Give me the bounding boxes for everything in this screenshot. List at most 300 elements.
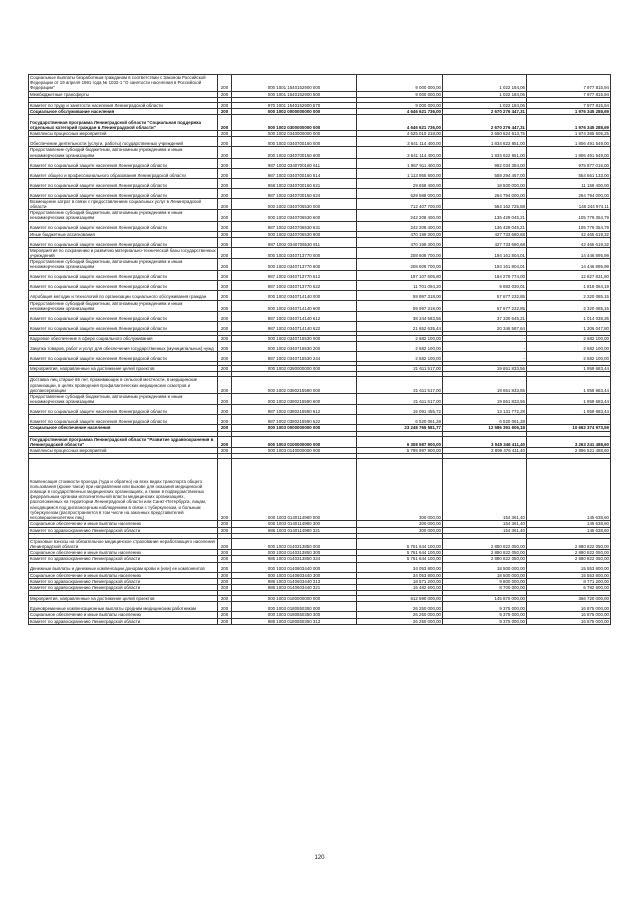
row-unexecuted: 2 320 085,15 xyxy=(527,300,611,311)
budget-execution-table xyxy=(28,74,611,625)
row-line-code: 200 xyxy=(218,158,232,168)
row-budget-code: 000 1003 0140114980 300 xyxy=(232,521,357,527)
row-line-code: 200 xyxy=(218,602,232,612)
table-row xyxy=(29,75,611,92)
row-executed: 2 670 276 447,31 xyxy=(443,109,527,115)
row-name: Предоставление субсидий бюджетным, автономным учреждениям и иным некоммерческим организациям xyxy=(29,210,218,221)
row-approved: 59 997 318,00 xyxy=(357,290,443,300)
row-budget-code: 987 1002 0340714140 612 xyxy=(232,312,357,322)
row-approved: 3 641 114 400,00 xyxy=(357,137,443,147)
table-row xyxy=(29,578,611,584)
row-approved: 4 625 010 218,00 xyxy=(357,131,443,137)
row-unexecuted: 8 771 200,00 xyxy=(527,578,611,584)
row-executed: 9 800 000,00 xyxy=(443,578,527,584)
table-row xyxy=(29,572,611,578)
row-name: Социальное обеспечение и иные выплаты населению xyxy=(29,612,218,618)
row-unexecuted: 264 794 000,00 xyxy=(527,188,611,198)
row-executed: 2 670 276 447,31 xyxy=(443,115,527,131)
row-name: Иные бюджетные ассигнования xyxy=(29,231,218,237)
row-line-code: 200 xyxy=(218,612,232,618)
row-budget-code: 000 1002 0340715530 200 xyxy=(232,342,357,352)
row-unexecuted: 1 306 047,80 xyxy=(527,322,611,332)
row-unexecuted: 2 320 085,15 xyxy=(527,290,611,300)
row-budget-code: 000 1003 0180550350 000 xyxy=(232,602,357,612)
row-unexecuted: 1 014 038,35 xyxy=(527,312,611,322)
row-name: Комитет по социальной защите населения Ленинградской области xyxy=(29,178,218,188)
row-budget-code: 986 1003 0140603440 313 xyxy=(232,578,357,584)
table-row xyxy=(29,342,611,352)
row-approved: 512 590 000,00 xyxy=(357,596,443,602)
row-budget-code: 986 1003 0180550350 313 xyxy=(232,618,357,624)
row-unexecuted: 1 959 683,44 xyxy=(527,405,611,415)
row-budget-code: 000 1002 0380215590 600 xyxy=(232,394,357,405)
table-row xyxy=(29,377,611,394)
row-approved: 6 308 587 900,00 xyxy=(357,436,443,447)
row-line-code: 200 xyxy=(218,527,232,533)
row-executed: 427 733 680,68 xyxy=(443,231,527,237)
row-executed: 136 429 045,21 xyxy=(443,221,527,231)
table-row xyxy=(29,198,611,209)
row-line-code: 200 xyxy=(218,178,232,188)
row-executed: 564 162 725,88 xyxy=(443,198,527,209)
row-name: Комитет по социальной защите населения Ленинградской области xyxy=(29,188,218,198)
row-unexecuted: 1 976 345 288,69 xyxy=(527,109,611,115)
row-line-code: 200 xyxy=(218,562,232,572)
row-name: Комплексы процессных мероприятий xyxy=(29,448,218,454)
row-name: Комитет по социальной защите населения Ленинградской области xyxy=(29,237,218,247)
row-budget-code: 968 1002 0340700160 621 xyxy=(232,178,357,188)
row-executed: 37 330 645,21 xyxy=(443,312,527,322)
row-executed: 184 279 774,00 xyxy=(443,270,527,280)
row-approved: 1 113 955 600,00 xyxy=(357,168,443,178)
row-executed: 154 361,40 xyxy=(443,527,527,533)
row-line-code: 200 xyxy=(218,352,232,362)
row-budget-code: 970 1001 1540152900 570 xyxy=(232,102,357,108)
table-row xyxy=(29,352,611,362)
row-name: Комитет по социальной защите населения Ленинградской области xyxy=(29,352,218,362)
table-row xyxy=(29,562,611,572)
row-budget-code: 987 1002 0380215590 612 xyxy=(232,405,357,415)
table-row xyxy=(29,618,611,624)
table-row xyxy=(29,247,611,258)
table-row xyxy=(29,602,611,612)
row-line-code: 200 xyxy=(218,596,232,602)
row-name: Комитет по социальной защите населения Ленинградской области xyxy=(29,221,218,231)
row-name: Комитет по здравоохранению Ленинградской области xyxy=(29,584,218,590)
row-line-code: 200 xyxy=(218,237,232,247)
row-line-code: 200 xyxy=(218,300,232,311)
row-executed: - xyxy=(443,342,527,352)
row-approved: 3 641 114 400,00 xyxy=(357,147,443,158)
row-unexecuted: 6 782 600,00 xyxy=(527,584,611,590)
row-budget-code: 000 1003 0000000000 000 xyxy=(232,425,357,431)
table-row xyxy=(29,550,611,556)
table-row xyxy=(29,584,611,590)
row-line-code: 200 xyxy=(218,280,232,290)
row-line-code: 200 xyxy=(218,270,232,280)
row-line-code: 200 xyxy=(218,147,232,158)
table-row xyxy=(29,221,611,231)
row-name: Социальные выплаты безработным гражданам в соответствии с Законом Российской Федерации от 19 апреля 1991 года № 1032-1 "О занятости населения в Российской Федерации" xyxy=(29,75,218,92)
row-name: Социальное обеспечение и иные выплаты населению xyxy=(29,550,218,556)
row-approved: 34 053 800,00 xyxy=(357,572,443,578)
row-budget-code: 000 1002 0000000000 000 xyxy=(232,109,357,115)
row-unexecuted: 1 806 491 549,00 xyxy=(527,147,611,158)
row-executed: 145 870 000,00 xyxy=(443,596,527,602)
table-row xyxy=(29,415,611,425)
row-line-code: 200 xyxy=(218,247,232,258)
row-executed: 2 880 822 050,00 xyxy=(443,556,527,562)
row-line-code: 200 xyxy=(218,578,232,584)
row-line-code: 200 xyxy=(218,115,232,131)
row-executed: 18 500 000,00 xyxy=(443,572,527,578)
table-row xyxy=(29,290,611,300)
row-executed: 194 161 804,01 xyxy=(443,259,527,270)
row-approved: 18 571 200,00 xyxy=(357,578,443,584)
row-executed: 3 045 346 411,40 xyxy=(443,436,527,447)
row-approved: 5 761 644 100,00 xyxy=(357,538,443,549)
row-approved: 59 997 318,00 xyxy=(357,300,443,311)
row-budget-code: 000 1002 0340706530 800 xyxy=(232,231,357,237)
table-row xyxy=(29,527,611,533)
row-name: Социальное обеспечение населения xyxy=(29,425,218,431)
row-budget-code: 000 1002 0340713770 000 xyxy=(232,247,357,258)
row-approved: 242 208 400,00 xyxy=(357,221,443,231)
row-line-code: 200 xyxy=(218,91,232,97)
row-budget-code: 000 1003 0140313850 300 xyxy=(232,550,357,556)
row-budget-code: 000 1002 0300000000 000 xyxy=(232,115,357,131)
row-line-code: 200 xyxy=(218,312,232,322)
row-executed: 1 022 184,06 xyxy=(443,102,527,108)
row-approved: 9 000 000,00 xyxy=(357,91,443,97)
row-unexecuted: 1 976 345 288,69 xyxy=(527,115,611,131)
row-executed: 2 880 822 050,00 xyxy=(443,550,527,556)
row-name: Комитет по здравоохранению Ленинградской области xyxy=(29,618,218,624)
row-approved: 208 608 700,00 xyxy=(357,259,443,270)
row-executed: 2 650 624 613,75 xyxy=(443,131,527,137)
row-approved: 300 000,00 xyxy=(357,459,443,521)
row-unexecuted: 14 446 895,99 xyxy=(527,259,611,270)
row-name: Возмещение затрат в связи с предоставлением социальных услуг в Ленинградской области xyxy=(29,198,218,209)
row-executed: 57 677 232,85 xyxy=(443,290,527,300)
table-row xyxy=(29,188,611,198)
row-unexecuted: 7 977 815,94 xyxy=(527,75,611,92)
table-row xyxy=(29,322,611,332)
row-name: Компенсация стоимости проезда (туда и обратно) на всех видах транспорта общего пользования (кроме такси) при направлении или вызове для оказания медицинской помощи в государственных медицинских организациях, а также в подведомственных федеральным органам исполнительной власти медицинских организациях, расположенных на территории Ленинградской области или Санкт-Петербурга, лицам, находящимся под диспансерным наблюдением в связи с туберкулезом, и больным туберкулезом (распространяется в том числе на законных представителей несовершеннолетних лиц) xyxy=(29,459,218,521)
row-line-code: 200 xyxy=(218,168,232,178)
row-budget-code: 987 1002 0340700160 611 xyxy=(232,158,357,168)
row-approved: 300 000,00 xyxy=(357,527,443,533)
row-unexecuted: 1 959 683,44 xyxy=(527,394,611,405)
row-budget-code: 000 1003 0140603440 300 xyxy=(232,572,357,578)
row-approved: 2 682 100,00 xyxy=(357,342,443,352)
row-executed: 19 651 833,56 xyxy=(443,377,527,394)
row-name: Государственная программа Ленинградской области "Социальная поддержка отдельных категорий граждан в Ленинградской области" xyxy=(29,115,218,131)
row-name: Апробация методик и технологий по организации социального обслуживания граждан xyxy=(29,290,218,300)
row-budget-code: 000 1003 0140000000 000 xyxy=(232,448,357,454)
row-name: Мероприятия, направленные на достижение целей проектов xyxy=(29,366,218,372)
row-approved: 34 053 800,00 xyxy=(357,562,443,572)
row-executed: 19 651 833,56 xyxy=(443,394,527,405)
row-unexecuted: 16 875 000,00 xyxy=(527,602,611,612)
row-budget-code: 000 1002 0340706530 000 xyxy=(232,198,357,209)
row-line-code: 200 xyxy=(218,290,232,300)
row-approved: 470 199 300,00 xyxy=(357,237,443,247)
row-budget-code: 986 1003 0140603440 321 xyxy=(232,584,357,590)
row-executed: 992 034 384,00 xyxy=(443,158,527,168)
row-name: Межбюджетные трансферты xyxy=(29,91,218,97)
table-row xyxy=(29,137,611,147)
row-approved: 26 250 000,00 xyxy=(357,602,443,612)
row-budget-code: 000 1003 0140603440 000 xyxy=(232,562,357,572)
row-executed: 2 880 822 050,00 xyxy=(443,538,527,549)
row-approved: 5 761 644 100,00 xyxy=(357,556,443,562)
row-approved: 9 000 000,00 xyxy=(357,102,443,108)
row-unexecuted: 11 159 400,00 xyxy=(527,178,611,188)
row-budget-code: 000 1001 1540152900 000 xyxy=(232,75,357,92)
table-row xyxy=(29,270,611,280)
row-name: Предоставление субсидий бюджетным, автономным учреждениям и иным некоммерческим организациям xyxy=(29,394,218,405)
row-executed: 154 361,40 xyxy=(443,521,527,527)
row-line-code: 200 xyxy=(218,259,232,270)
row-unexecuted: 1 959 683,44 xyxy=(527,366,611,372)
row-line-code: 200 xyxy=(218,550,232,556)
row-unexecuted: 145 638,60 xyxy=(527,459,611,521)
row-line-code: 200 xyxy=(218,366,232,372)
row-name: Комитет по социальной защите населения Ленинградской области xyxy=(29,405,218,415)
row-executed: 1 834 622 851,00 xyxy=(443,137,527,147)
row-approved: 208 608 700,00 xyxy=(357,247,443,258)
row-unexecuted: 14 446 895,99 xyxy=(527,247,611,258)
row-budget-code: 000 1003 0100000000 000 xyxy=(232,436,357,447)
row-name: Комитет по здравоохранению Ленинградской области xyxy=(29,578,218,584)
row-unexecuted: 366 720 000,00 xyxy=(527,596,611,602)
row-line-code: 200 xyxy=(218,336,232,342)
row-name: Социальное обслуживание населения xyxy=(29,109,218,115)
table-row xyxy=(29,178,611,188)
row-line-code: 200 xyxy=(218,377,232,394)
row-approved: 470 199 300,00 xyxy=(357,231,443,237)
row-line-code: 200 xyxy=(218,405,232,415)
row-executed: 559 294 467,00 xyxy=(443,168,527,178)
row-unexecuted: 15 553 800,00 xyxy=(527,562,611,572)
row-approved: 9 000 000,00 xyxy=(357,75,443,92)
row-executed: - xyxy=(443,336,527,342)
row-approved: 5 761 644 100,00 xyxy=(357,550,443,556)
table-row xyxy=(29,366,611,372)
row-budget-code: 000 1002 0340700160 600 xyxy=(232,147,357,158)
row-executed: 57 677 232,85 xyxy=(443,300,527,311)
table-row xyxy=(29,436,611,447)
row-executed: 1 022 184,06 xyxy=(443,91,527,97)
table-row xyxy=(29,612,611,618)
row-approved: 712 407 700,00 xyxy=(357,198,443,209)
row-budget-code: 000 1002 0380215590 000 xyxy=(232,377,357,394)
row-name: Социальное обеспечение и иные выплаты населению xyxy=(29,572,218,578)
row-line-code: 200 xyxy=(218,394,232,405)
table-row xyxy=(29,405,611,415)
row-unexecuted: 2 880 822 050,00 xyxy=(527,538,611,549)
row-unexecuted: 975 877 016,00 xyxy=(527,158,611,168)
row-budget-code: 000 1003 0180550350 300 xyxy=(232,612,357,618)
row-budget-code: 987 1002 0340700160 624 xyxy=(232,188,357,198)
table-row xyxy=(29,596,611,602)
row-unexecuted: 554 661 133,00 xyxy=(527,168,611,178)
row-unexecuted: 7 977 815,94 xyxy=(527,102,611,108)
row-approved: 26 250 000,00 xyxy=(357,618,443,624)
row-approved: 2 682 100,00 xyxy=(357,352,443,362)
row-name: Комитет по социальной защите населения Ленинградской области xyxy=(29,322,218,332)
row-unexecuted: 1 974 385 605,25 xyxy=(527,131,611,137)
row-executed: 13 131 772,28 xyxy=(443,405,527,415)
row-line-code: 200 xyxy=(218,75,232,92)
row-executed: 194 161 804,01 xyxy=(443,247,527,258)
row-approved: 29 658 400,00 xyxy=(357,178,443,188)
row-executed: 8 700 000,00 xyxy=(443,584,527,590)
table-row xyxy=(29,521,611,527)
row-budget-code: 987 1002 0340713770 612 xyxy=(232,270,357,280)
row-executed: 6 520 061,28 xyxy=(443,415,527,425)
row-line-code: 200 xyxy=(218,198,232,209)
row-executed: 1 022 184,06 xyxy=(443,75,527,92)
row-executed: 2 899 476 411,40 xyxy=(443,448,527,454)
row-line-code: 200 xyxy=(218,131,232,137)
row-approved: 197 107 605,80 xyxy=(357,270,443,280)
row-budget-code: 000 1001 1540152900 500 xyxy=(232,91,357,97)
row-budget-code: 000 1003 0140313850 000 xyxy=(232,538,357,549)
table-row xyxy=(29,115,611,131)
row-executed: 18 500 000,00 xyxy=(443,562,527,572)
row-line-code: 200 xyxy=(218,584,232,590)
row-budget-code: 987 1002 0340706530 631 xyxy=(232,221,357,231)
row-executed: 427 733 680,68 xyxy=(443,237,527,247)
row-executed: 18 500 000,00 xyxy=(443,178,527,188)
row-name: Предоставление субсидий бюджетным, автономным учреждениям и иным некоммерческим организациям xyxy=(29,300,218,311)
row-unexecuted: 10 662 374 973,59 xyxy=(527,425,611,431)
row-unexecuted: 16 875 000,00 xyxy=(527,618,611,624)
row-name: Комитет по социальной защите населения Ленинградской области xyxy=(29,312,218,322)
row-name: Комитет общего и профессионального образования Ленинградской области xyxy=(29,168,218,178)
row-name: Обеспечение деятельности (услуги, работы) государственных учреждений xyxy=(29,137,218,147)
row-approved: 15 482 600,00 xyxy=(357,584,443,590)
row-name: Комитет по социальной защите населения Ленинградской области xyxy=(29,158,218,168)
row-executed: 12 586 391 606,18 xyxy=(443,425,527,431)
row-executed: 9 375 000,00 xyxy=(443,618,527,624)
row-line-code: 200 xyxy=(218,521,232,527)
row-name: Комитет по здравоохранению Ленинградской области xyxy=(29,527,218,533)
table-row xyxy=(29,459,611,521)
row-unexecuted: 1 819 064,19 xyxy=(527,280,611,290)
row-approved: 21 652 635,44 xyxy=(357,322,443,332)
row-executed: 9 375 000,00 xyxy=(443,612,527,618)
row-line-code: 200 xyxy=(218,210,232,221)
row-line-code: 200 xyxy=(218,188,232,198)
row-unexecuted: 148 244 974,11 xyxy=(527,198,611,209)
row-line-code: 200 xyxy=(218,109,232,115)
row-unexecuted: 3 263 241 488,60 xyxy=(527,436,611,447)
row-name: Комитет по социальной защите населения Ленинградской области xyxy=(29,415,218,425)
row-approved: 21 611 517,00 xyxy=(357,366,443,372)
row-line-code: 200 xyxy=(218,556,232,562)
table-row xyxy=(29,210,611,221)
row-executed: 9 375 000,00 xyxy=(443,602,527,612)
row-unexecuted: 1 806 491 549,00 xyxy=(527,137,611,147)
row-approved: 242 208 400,00 xyxy=(357,210,443,221)
row-line-code: 200 xyxy=(218,618,232,624)
row-line-code: 200 xyxy=(218,342,232,352)
row-executed: 19 651 833,56 xyxy=(443,366,527,372)
row-unexecuted: 16 875 000,00 xyxy=(527,612,611,618)
row-approved: 1 967 911 400,00 xyxy=(357,158,443,168)
row-approved: 21 611 517,00 xyxy=(357,394,443,405)
row-approved: 300 000,00 xyxy=(357,521,443,527)
table-row xyxy=(29,259,611,270)
row-approved: 15 091 455,72 xyxy=(357,405,443,415)
row-executed: 9 882 030,01 xyxy=(443,280,527,290)
row-name: Комитет по социальной защите населения Ленинградской области xyxy=(29,280,218,290)
row-executed: 264 794 000,00 xyxy=(443,188,527,198)
row-unexecuted: 145 638,60 xyxy=(527,527,611,533)
row-line-code: 200 xyxy=(218,137,232,147)
table-row xyxy=(29,102,611,108)
row-line-code: 200 xyxy=(218,448,232,454)
row-approved: 6 520 061,28 xyxy=(357,415,443,425)
row-budget-code: 000 1002 0340000000 000 xyxy=(232,131,357,137)
row-budget-code: 987 1002 0340713770 622 xyxy=(232,280,357,290)
row-budget-code: 000 1003 0140114980 000 xyxy=(232,459,357,521)
row-budget-code: 000 1002 0340706530 600 xyxy=(232,210,357,221)
row-line-code: 200 xyxy=(218,102,232,108)
row-budget-code: 987 1002 0340715530 244 xyxy=(232,352,357,362)
row-line-code: 200 xyxy=(218,415,232,425)
row-approved: 529 588 000,00 xyxy=(357,188,443,198)
row-budget-code: 000 1002 0380000000 000 xyxy=(232,366,357,372)
row-name: Мероприятия, направленные на достижение целей проектов xyxy=(29,596,218,602)
row-budget-code: 987 1002 0380215590 622 xyxy=(232,415,357,425)
row-budget-code: 986 1003 0140313850 324 xyxy=(232,556,357,562)
row-unexecuted: 42 465 619,32 xyxy=(527,231,611,237)
row-unexecuted: 12 827 831,80 xyxy=(527,270,611,280)
table-row xyxy=(29,394,611,405)
table-row xyxy=(29,556,611,562)
row-budget-code: 000 1002 0340713770 600 xyxy=(232,259,357,270)
row-budget-code: 987 1002 0340700160 614 xyxy=(232,168,357,178)
row-budget-code: 000 1002 0340714140 000 xyxy=(232,290,357,300)
row-budget-code: 987 1002 0340714140 622 xyxy=(232,322,357,332)
row-name: Государственная программа Ленинградской области "Развитие здравоохранения в Ленинградской области" xyxy=(29,436,218,447)
row-budget-code: 987 1002 0340706530 811 xyxy=(232,237,357,247)
row-unexecuted: 2 896 521 488,60 xyxy=(527,448,611,454)
row-unexecuted: 7 977 815,94 xyxy=(527,91,611,97)
row-unexecuted: 1 959 683,44 xyxy=(527,377,611,394)
row-line-code: 200 xyxy=(218,221,232,231)
table-row xyxy=(29,147,611,158)
row-name: Комитет по труду и занятости населения Ленинградской области xyxy=(29,102,218,108)
row-executed: 1 834 622 851,00 xyxy=(443,147,527,158)
row-budget-code: 986 1003 0140114980 321 xyxy=(232,527,357,533)
row-line-code: 200 xyxy=(218,538,232,549)
row-name: Социальное обеспечение и иные выплаты населению xyxy=(29,521,218,527)
row-approved: 23 248 765 581,77 xyxy=(357,425,443,431)
row-unexecuted: 105 779 354,79 xyxy=(527,221,611,231)
row-budget-code: 000 1002 0340715530 000 xyxy=(232,336,357,342)
row-approved: 4 646 621 736,00 xyxy=(357,115,443,131)
table-row xyxy=(29,538,611,549)
row-approved: 38 344 683,56 xyxy=(357,312,443,322)
row-unexecuted: 145 638,60 xyxy=(527,521,611,527)
row-line-code: 200 xyxy=(218,425,232,431)
row-line-code: 200 xyxy=(218,231,232,237)
